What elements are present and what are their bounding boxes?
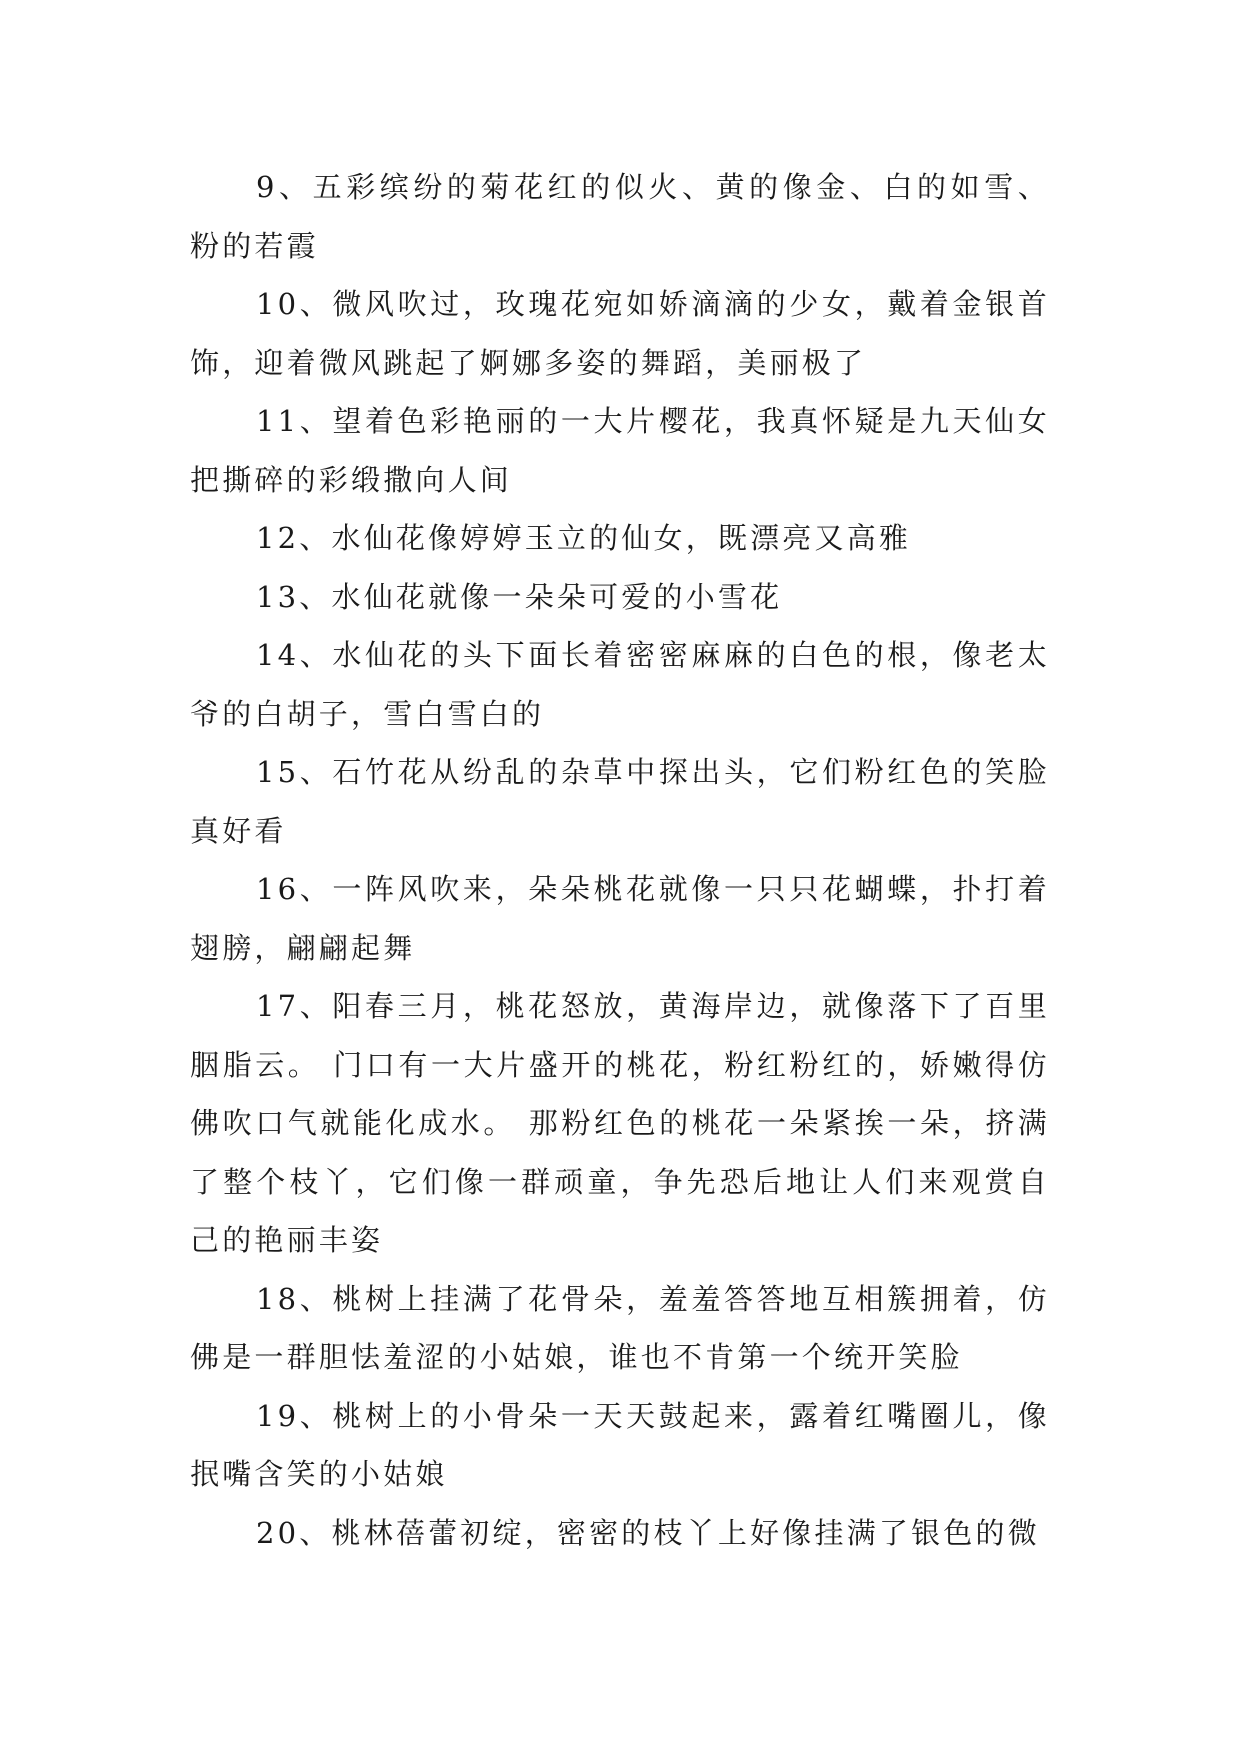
paragraph-17: 17、阳春三月，桃花怒放，黄海岸边，就像落下了百里胭脂云。 门口有一大片盛开的桃花，粉红粉红的，娇嫩得仿佛吹口气就能化成水。 那粉红色的桃花一朵紧挨一朵，挤满了整个枝丫，它们像一群顽童，争先恐后地让人们来观赏自己的艳丽丰姿 [190, 989, 1050, 1257]
paragraph-11: 11、望着色彩艳丽的一大片樱花，我真怀疑是九天仙女把撕碎的彩缎撒向人间 [190, 404, 1050, 497]
paragraph-9: 9、五彩缤纷的菊花红的似火、黄的像金、白的如雪、粉的若霞 [190, 170, 1050, 263]
paragraph-16: 16、一阵风吹来，朵朵桃花就像一只只花蝴蝶，扑打着翅膀，翩翩起舞 [190, 872, 1050, 965]
paragraph-19: 19、桃树上的小骨朵一天天鼓起来，露着红嘴圈儿，像抿嘴含笑的小姑娘 [190, 1398, 1050, 1491]
paragraph-15: 15、石竹花从纷乱的杂草中探出头，它们粉红色的笑脸真好看 [190, 755, 1050, 848]
paragraph-14: 14、水仙花的头下面长着密密麻麻的白色的根，像老太爷的白胡子，雪白雪白的 [190, 638, 1050, 731]
paragraph-12: 12、水仙花像婷婷玉立的仙女，既漂亮又高雅 [256, 521, 912, 555]
paragraph-20: 20、桃林蓓蕾初绽，密密的枝丫上好像挂满了银色的微 [256, 1515, 1040, 1550]
paragraph-18: 18、桃树上挂满了花骨朵，羞羞答答地互相簇拥着，仿佛是一群胆怯羞涩的小姑娘，谁也不肯第一个统开笑脸 [190, 1281, 1050, 1374]
document-body [190, 158, 1050, 1562]
paragraph-10: 10、微风吹过，玫瑰花宛如娇滴滴的少女，戴着金银首饰，迎着微风跳起了婀娜多姿的舞蹈，美丽极了 [190, 287, 1050, 380]
paragraph-13: 13、水仙花就像一朵朵可爱的小雪花 [256, 579, 783, 614]
